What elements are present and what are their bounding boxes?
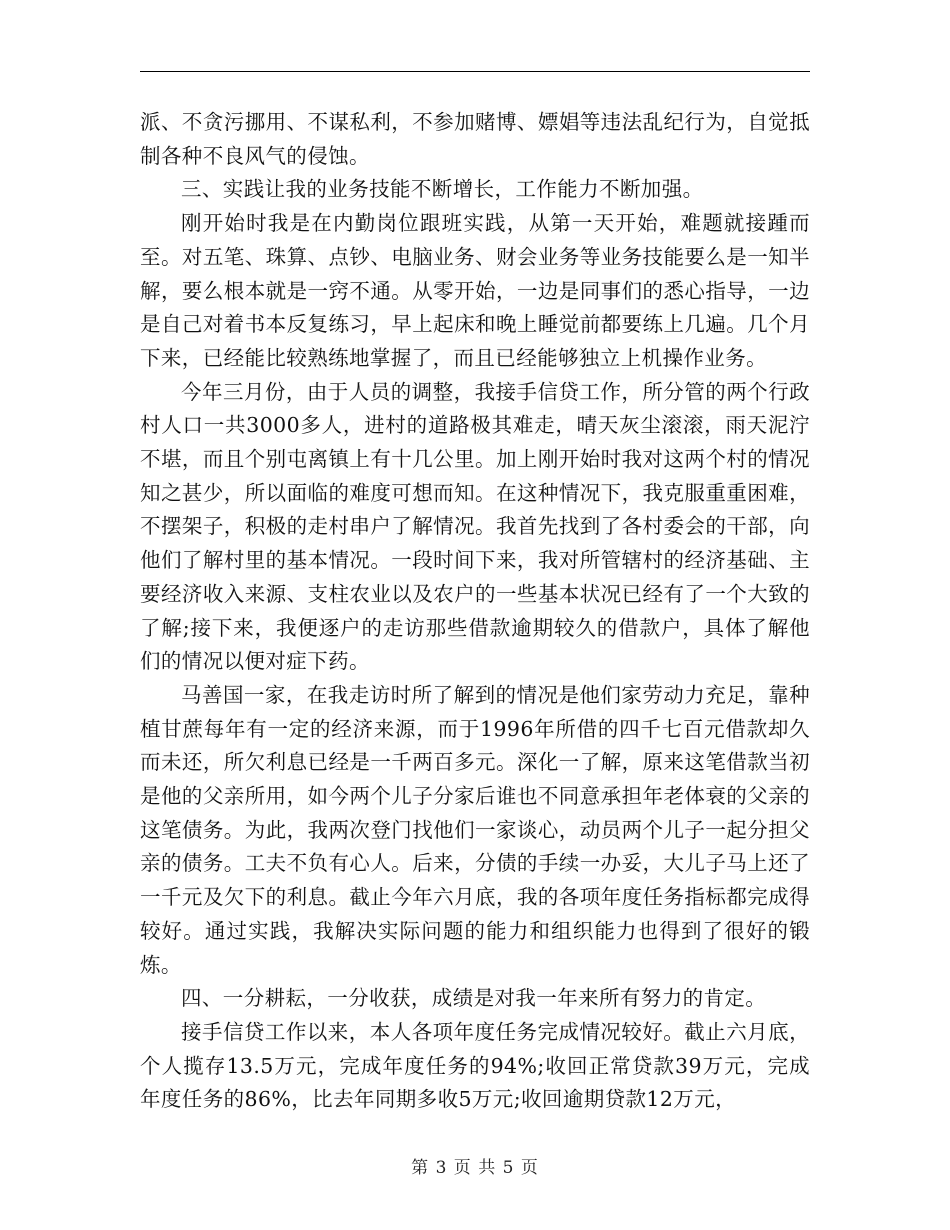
section-heading-three: 三、实践让我的业务技能不断增长，工作能力不断加强。 <box>181 177 704 202</box>
paragraph-internal-training: 刚开始时我是在内勤岗位跟班实践，从第一天开始，难题就接踵而至。对五笔、珠算、点钞、电脑业务、财会业务等业务技能要么是一知半解，要么根本就是一窍不通。从零开始，一边是同事们的悉心指导，一边是自己对着书本反复练习，早上起床和晚上睡觉前都要练上几遍。几个月下来，已经能比较熟练地掌握了，而且已经能够独立上机操作业务。 <box>140 211 810 370</box>
header-rule <box>140 71 810 72</box>
paragraph-case-story: 马善国一家，在我走访时所了解到的情况是他们家劳动力充足，靠种植甘蔗每年有一定的经济来源，而于1996年所借的四千七百元借款却久而未还，所欠利息已经是一千两百多元。深化一了解，原来这笔借款当初是他的父亲所用，如今两个儿子分家后谁也不同意承担年老体衰的父亲的这笔债务。为此，我两次登门找他们一家谈心，动员两个儿子一起分担父亲的债务。工夫不负有心人。后来，分债的手续一办妥，大儿子马上还了一千元及欠下的利息。截止今年六月底，我的各项年度任务指标都完成得较好。通过实践，我解决实际问题的能力和组织能力也得到了很好的锻炼。 <box>140 682 810 977</box>
paragraph-continuation: 派、不贪污挪用、不谋私利，不参加赌博、嫖娼等违法乱纪行为，自觉抵制各种不良风气的侵蚀。 <box>140 110 810 168</box>
page-number-footer: 第 3 页 共 5 页 <box>411 1158 539 1178</box>
paragraph-achievements: 接手信贷工作以来，本人各项年度任务完成情况较好。截止六月底，个人揽存13.5万元，完成年度任务的94%;收回正常贷款39万元，完成年度任务的86%，比去年同期多收5万元;收回逾期贷款12万元， <box>140 1019 810 1112</box>
document-body <box>140 106 810 1117</box>
section-heading-four: 四、一分耕耘，一分收获，成绩是对我一年来所有努力的肯定。 <box>181 986 767 1011</box>
paragraph-credit-work: 今年三月份，由于人员的调整，我接手信贷工作，所分管的两个行政村人口一共3000多人，进村的道路极其难走，晴天灰尘滚滚，雨天泥泞不堪，而且个别屯离镇上有十几公里。加上刚开始时我对这两个村的情况知之甚少，所以面临的难度可想而知。在这种情况下，我克服重重困难，不摆架子，积极的走村串户了解情况。我首先找到了各村委会的干部，向他们了解村里的基本情况。一段时间下来，我对所管辖村的经济基础、主要经济收入来源、支柱农业以及农户的一些基本状况已经有了一个大致的了解;接下来，我便逐户的走访那些借款逾期较久的借款户，具体了解他们的情况以便对症下药。 <box>140 379 810 674</box>
